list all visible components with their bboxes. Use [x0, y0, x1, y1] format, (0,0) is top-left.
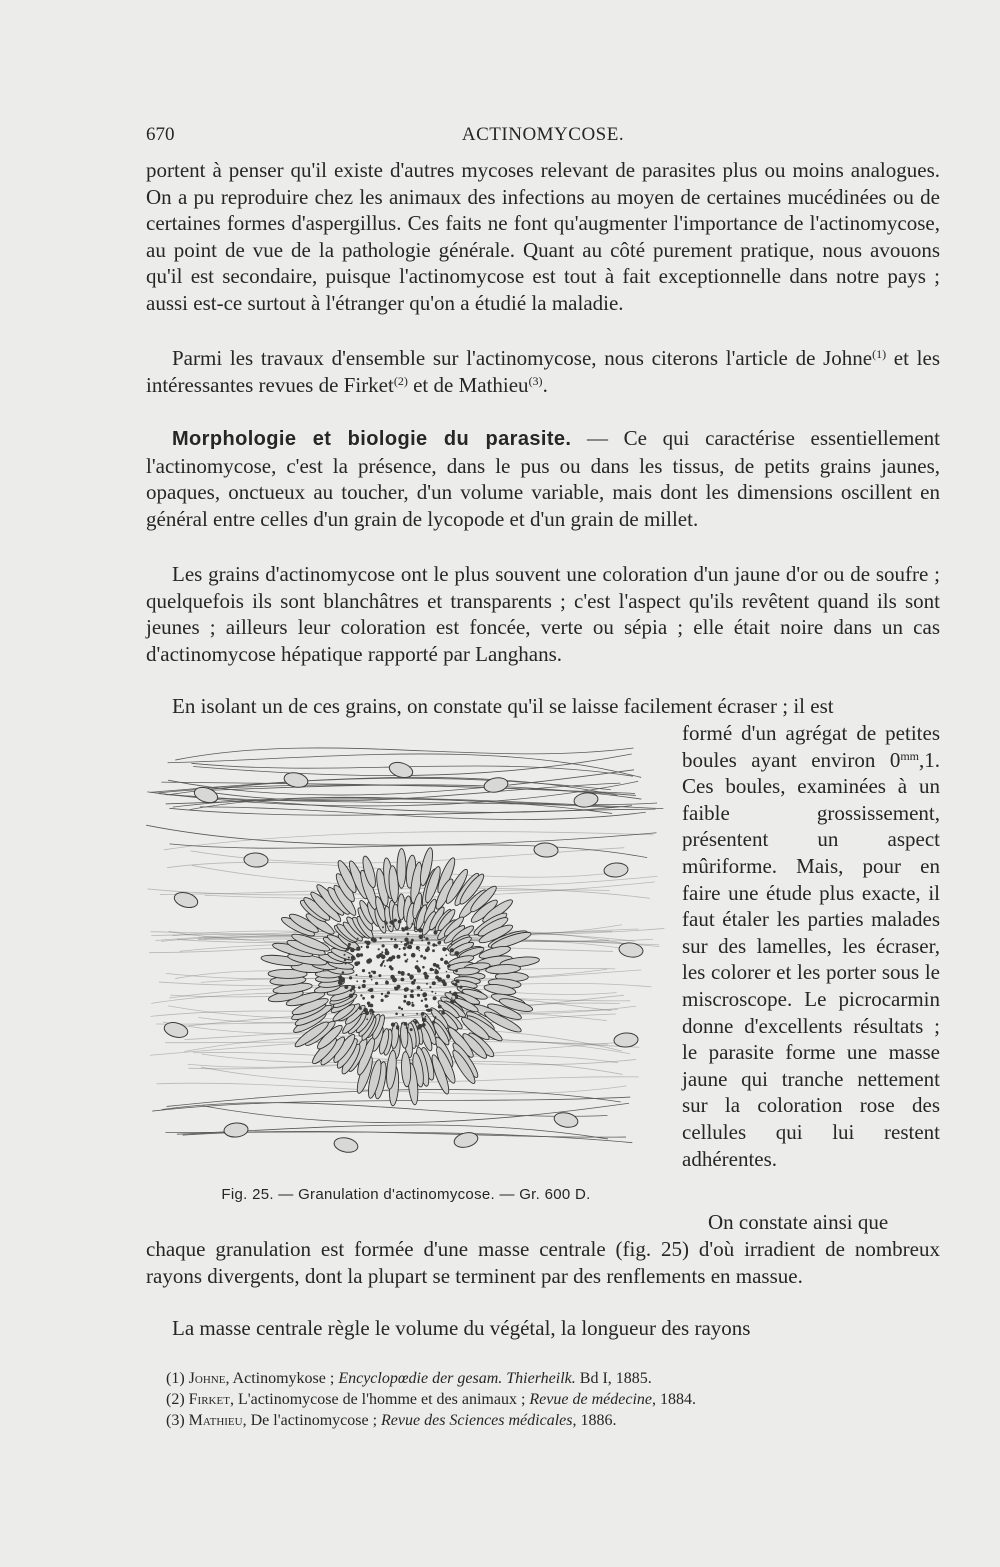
central-mass-dot — [359, 1007, 362, 1010]
central-mass-dot — [379, 937, 381, 939]
central-mass-dot — [351, 956, 355, 960]
central-mass-dot — [438, 967, 440, 969]
central-mass-dot — [432, 981, 436, 985]
central-mass-dot — [370, 1004, 374, 1008]
footnote-tail: , 1886. — [572, 1412, 617, 1429]
central-mass-dot — [407, 933, 410, 936]
central-mass-dot — [385, 921, 388, 924]
central-mass-dot — [387, 991, 390, 994]
central-mass-dot — [398, 971, 401, 974]
central-mass-dot — [403, 1000, 406, 1003]
central-mass-dot — [375, 982, 378, 985]
footnote-mark: (2) — [166, 1391, 185, 1408]
paragraph-2-text-b: et les intéressantes revues de Firket — [146, 346, 940, 397]
central-mass-dot — [370, 1013, 372, 1015]
paragraph-7: La masse centrale règle le volume du végétal, la longueur des rayons — [172, 1316, 751, 1340]
central-mass-dot — [410, 978, 412, 980]
central-mass-dot — [402, 1014, 404, 1016]
central-mass-dot — [411, 923, 413, 925]
page-number: 670 — [146, 124, 175, 145]
central-mass-dot — [435, 1016, 437, 1018]
central-mass-dot — [382, 944, 385, 947]
paragraph-3 — [146, 425, 940, 532]
central-mass-dot — [429, 986, 431, 988]
central-mass-dot — [423, 956, 426, 959]
central-mass-dot — [356, 974, 358, 976]
paragraph-3-text: — Ce qui caractérise essentiellement l'actinomycose, c'est la présence, dans le pus ou dans les tissus, de petits grains jaunes, opaques, onctueux au toucher, d'un volume variable, mais dont les dimensions oscillent en général entre celles d'un grain de lycopode et d'un grain de millet. — [146, 426, 941, 531]
footnotes — [166, 1368, 936, 1431]
tissue-cell — [553, 1111, 579, 1130]
central-mass-dot — [425, 974, 427, 976]
figure-caption-text: — Granulation d'actinomycose. — Gr. 600 D. — [273, 1186, 591, 1203]
central-mass-dot — [358, 986, 361, 989]
tissue-fibre — [175, 971, 616, 995]
granulation-engraving — [146, 740, 666, 1170]
central-mass-dot — [405, 960, 408, 963]
central-mass-dot — [390, 938, 392, 940]
central-mass-dot — [363, 980, 366, 983]
central-mass-dot — [437, 941, 441, 945]
central-mass-dot — [419, 950, 421, 952]
central-mass-dot — [406, 1027, 408, 1029]
central-mass-dot — [427, 975, 429, 977]
central-mass-dot — [450, 948, 454, 952]
central-mass-dot — [342, 977, 345, 980]
paragraph-5-wrap — [682, 720, 940, 1172]
tissue-fibre — [167, 778, 611, 795]
central-mass-dot — [402, 928, 405, 931]
paragraph-4: Les grains d'actinomycose ont le plus souvent une coloration d'un jaune d'or ou de soufre ; quelquefois ils sont blanchâtres et transparents ; c'est l'aspect qu'ils revêtent quand ils sont jeunes ; ailleurs leur coloration est foncée, verte ou sépia ; elle était noire dans un cas d'actinomycose hépatique rapporté par Langhans. — [146, 562, 940, 666]
central-mass-dot — [406, 1001, 411, 1006]
central-mass-dot — [446, 971, 448, 973]
central-mass-dot — [350, 989, 353, 992]
central-mass-dot — [368, 972, 370, 974]
central-mass-dot — [344, 954, 346, 956]
central-mass-dot — [381, 999, 384, 1002]
club-ray — [400, 1022, 408, 1048]
central-mass-dot — [366, 941, 371, 946]
central-mass-dot — [342, 971, 345, 974]
figure-granulation — [146, 740, 666, 1170]
paragraph-1: portent à penser qu'il existe d'autres mycoses relevant de parasites plus ou moins analogues. On a pu reproduire chez les animaux des infections au moyen de certaines mucédinées ou de certaines formes d'aspergillus. Ces faits ne font qu'augmenter l'importance de l'actinomycose, au point de vue de la pathologie générale. Quant au côté purement pratique, nous avouons qu'il est secondaire, puisque l'actinomycose est tout à fait exceptionnelle dans notre pays ; aussi est-ce surtout à l'étranger qu'on a étudié la maladie. — [146, 158, 940, 315]
central-mass-dot — [385, 981, 389, 985]
central-mass-dot — [432, 943, 435, 946]
tissue-fibre — [164, 832, 654, 850]
central-mass-dot — [414, 927, 416, 929]
central-mass-dot — [410, 1028, 413, 1031]
central-mass-dot — [424, 936, 426, 938]
central-mass-dot — [369, 988, 373, 992]
central-mass-dot — [349, 976, 352, 979]
central-mass-dot — [430, 968, 434, 972]
tissue-fibre — [146, 825, 656, 845]
central-mass-dot — [431, 991, 433, 993]
central-mass-dot — [450, 999, 455, 1004]
central-mass-dot — [443, 982, 447, 986]
central-mass-dot — [418, 928, 423, 933]
footnote-source: Revue de médecine — [529, 1391, 652, 1408]
footnote-ref-2[interactable]: (2) — [393, 373, 408, 388]
central-mass-dot — [380, 964, 383, 967]
tissue-cell — [223, 1122, 248, 1138]
central-mass-dot — [395, 987, 399, 991]
central-mass-dot — [348, 943, 351, 946]
central-mass-dot — [422, 1019, 424, 1021]
central-mass-dot — [416, 946, 420, 950]
central-mass-dot — [365, 1011, 369, 1015]
central-mass-dot — [344, 985, 348, 989]
central-mass-dot — [395, 1013, 398, 1016]
central-mass-dot — [361, 946, 363, 948]
central-mass-dot — [455, 995, 458, 998]
central-mass-dot — [357, 961, 360, 964]
central-mass-dot — [444, 960, 448, 964]
central-mass-dot — [435, 993, 437, 995]
central-mass-dot — [384, 995, 387, 998]
central-mass-dot — [362, 984, 366, 988]
paragraph-2-text-c: et de Mathieu — [407, 372, 529, 397]
central-mass-dot — [425, 937, 428, 940]
central-mass-dot — [441, 1011, 445, 1015]
footnote-author: Firket — [188, 1391, 230, 1408]
central-mass-dot — [401, 978, 405, 982]
central-mass-dot — [344, 962, 346, 964]
central-mass-dot — [411, 953, 416, 958]
central-mass-dot — [396, 1027, 399, 1030]
central-mass-dot — [350, 948, 355, 953]
central-mass-dot — [411, 981, 415, 985]
central-mass-dot — [366, 945, 369, 948]
footnote-mark: (1) — [166, 1370, 185, 1387]
central-mass-dot — [424, 998, 427, 1001]
central-mass-dot — [423, 994, 426, 997]
central-mass-dot — [454, 983, 457, 986]
central-mass-dot — [391, 1023, 395, 1027]
central-mass-dot — [362, 969, 365, 972]
central-mass-dot — [366, 959, 371, 964]
footnote-text: , Actinomykose ; — [225, 1370, 339, 1387]
central-mass-dot — [389, 926, 391, 928]
central-mass-dot — [447, 965, 450, 968]
central-mass-dot — [422, 966, 425, 969]
footnote-text: , L'actinomycose de l'homme et des animaux ; — [229, 1391, 530, 1408]
central-mass-dot — [454, 951, 459, 956]
central-mass-dot — [417, 994, 420, 997]
paragraph-6-lead: On constate ainsi que — [708, 1210, 889, 1234]
paragraph-5-text-b: ,1. Ces boules, examinées à un faible grossissement, présentent un aspect mûriforme. Mais, pour en faire une étude plus exacte, il faut étaler les parties malades sur des lamelles, les écraser, les colorer et les porter sous le miscroscope. Le picrocarmin donne d'excellents résultats ; le parasite forme une masse jaune qui tranche nettement sur la coloration rose des cellules qui lui restent adhérentes. — [682, 747, 940, 1171]
central-mass-dot — [398, 920, 402, 924]
tissue-cell — [244, 852, 269, 867]
central-mass-dot — [425, 948, 429, 952]
central-mass-dot — [446, 974, 450, 978]
central-mass-dot — [373, 971, 377, 975]
central-mass-dot — [381, 951, 383, 953]
central-mass-dot — [401, 1023, 403, 1025]
central-mass-dot — [379, 953, 383, 957]
footnote-text: , De l'actinomycose ; — [242, 1412, 382, 1429]
central-mass-dot — [401, 941, 403, 943]
central-mass-dot — [411, 1004, 414, 1007]
tissue-cell — [173, 890, 200, 910]
central-mass-dot — [356, 980, 358, 982]
central-mass-dot — [394, 938, 396, 940]
central-mass-dot — [421, 1000, 423, 1002]
central-mass-dot — [442, 947, 446, 951]
central-mass-dot — [420, 955, 423, 958]
central-mass-dot — [435, 969, 437, 971]
central-mass-dot — [430, 1009, 432, 1011]
central-mass-dot — [394, 919, 397, 922]
footnote-source: Encyclopœdie der gesam. Thierheilk. — [338, 1370, 576, 1387]
central-mass-dot — [407, 959, 409, 961]
central-mass-dot — [384, 965, 386, 967]
central-mass-dot — [451, 943, 453, 945]
central-mass-dot — [397, 955, 401, 959]
central-mass-dot — [416, 1013, 418, 1015]
central-mass-dot — [410, 941, 413, 944]
central-mass-dot — [451, 997, 453, 999]
central-mass-dot — [421, 989, 423, 991]
central-mass-dot — [406, 927, 408, 929]
footnote-2 — [166, 1389, 936, 1410]
central-mass-dot — [449, 991, 451, 993]
running-title: ACTINOMYCOSE. — [461, 124, 625, 145]
footnote-ref-1[interactable]: (1) — [872, 347, 887, 361]
central-mass-dot — [389, 965, 392, 968]
central-mass-dot — [438, 1005, 442, 1009]
central-mass-dot — [432, 949, 435, 952]
tissue-cell — [534, 842, 559, 857]
central-mass-dot — [378, 948, 380, 950]
central-mass-dot — [356, 1010, 358, 1012]
central-mass-dot — [382, 926, 384, 928]
central-mass-dot — [452, 983, 454, 985]
central-mass-dot — [426, 1005, 428, 1007]
central-mass-dot — [417, 969, 421, 973]
central-mass-dot — [349, 994, 353, 998]
central-mass-dot — [401, 972, 404, 975]
central-mass-dot — [404, 953, 407, 956]
footnote-ref-3[interactable]: (3) — [528, 373, 543, 388]
central-mass-dot — [360, 994, 362, 996]
footnote-1 — [166, 1368, 936, 1389]
central-mass-dot — [385, 948, 388, 951]
footnote-author: Johne — [188, 1370, 226, 1387]
central-mass-dot — [459, 986, 462, 989]
central-mass-dot — [403, 947, 406, 950]
central-mass-dot — [435, 944, 437, 946]
central-mass-dot — [366, 1018, 368, 1020]
tissue-cell — [573, 791, 599, 808]
central-mass-dot — [426, 983, 428, 985]
central-mass-dot — [372, 1011, 375, 1014]
footnote-author: Mathieu — [188, 1412, 243, 1429]
central-mass-dot — [390, 920, 394, 924]
section-heading: Morphologie et biologie du parasite. — [172, 428, 572, 450]
central-mass-dot — [421, 1012, 425, 1016]
central-mass-dot — [445, 954, 447, 956]
central-mass-dot — [432, 1020, 435, 1023]
central-mass-dot — [417, 1026, 421, 1030]
central-mass-dot — [356, 953, 360, 957]
footnote-tail: Bd I, 1885. — [575, 1370, 652, 1387]
central-mass-dot — [404, 988, 408, 992]
central-mass-dot — [410, 994, 414, 998]
central-mass-dot — [351, 985, 355, 989]
central-mass-dot — [410, 990, 413, 993]
footnote-source: Revue des Sciences médicales — [381, 1412, 573, 1429]
running-header — [146, 124, 940, 150]
central-mass-dot — [371, 979, 373, 981]
central-mass-dot — [381, 993, 383, 995]
figure-caption — [146, 1186, 666, 1204]
central-mass-dot — [434, 970, 439, 975]
footnote-mark: (3) — [166, 1412, 185, 1429]
tissue-fibre — [150, 777, 617, 795]
central-mass-dot — [422, 1023, 426, 1027]
central-mass-dot — [427, 942, 430, 945]
tissue-cell — [614, 1032, 639, 1047]
central-mass-dot — [421, 939, 423, 941]
central-mass-dot — [417, 986, 421, 990]
central-mass-dot — [406, 941, 410, 945]
paragraph-6: chaque granulation est formée d'une masse centrale (fig. 25) d'où irradient de nombreux rayons divergents, dont la plupart se terminent par des renflements en massue. — [146, 1237, 940, 1288]
tissue-cell — [333, 1136, 359, 1155]
central-mass-dot — [401, 1008, 403, 1010]
central-mass-dot — [406, 1023, 408, 1025]
tissue-cell — [483, 776, 509, 794]
central-mass-dot — [440, 958, 443, 961]
tissue-fibre — [164, 794, 632, 812]
central-mass-dot — [455, 979, 459, 983]
central-mass-dot — [425, 1016, 427, 1018]
central-mass-dot — [372, 938, 377, 943]
central-mass-dot — [344, 959, 346, 961]
central-mass-dot — [404, 995, 407, 998]
central-mass-dot — [398, 1006, 401, 1009]
club-ray — [397, 849, 406, 889]
central-mass-dot — [371, 995, 375, 999]
central-mass-dot — [399, 948, 401, 950]
central-mass-dot — [433, 996, 437, 1000]
central-mass-dot — [415, 965, 419, 969]
central-mass-dot — [433, 930, 437, 934]
paragraph-5-lead: En isolant un de ces grains, on constate qu'il se laisse facilement écraser ; il est — [172, 694, 834, 718]
central-mass-dot — [348, 957, 350, 959]
central-mass-dot — [406, 947, 408, 949]
central-mass-dot — [394, 944, 399, 949]
central-mass-dot — [362, 997, 365, 1000]
central-mass-dot — [437, 977, 442, 982]
tissue-cell — [603, 862, 628, 878]
central-mass-dot — [388, 957, 393, 962]
central-mass-dot — [378, 974, 381, 977]
central-mass-dot — [369, 975, 372, 978]
footnote-3 — [166, 1410, 936, 1431]
paragraph-2-text-d: . — [542, 372, 548, 397]
central-mass-dot — [414, 1020, 418, 1024]
footnote-tail: , 1884. — [652, 1391, 696, 1408]
central-mass-dot — [419, 935, 424, 940]
tissue-fibre — [200, 807, 646, 820]
central-mass-dot — [356, 947, 359, 950]
central-mass-dot — [436, 964, 440, 968]
central-mass-dot — [416, 960, 418, 962]
central-mass-dot — [357, 938, 359, 940]
paragraph-2-text-a: Parmi les travaux d'ensemble sur l'actinomycose, nous citerons l'article de Johne — [172, 346, 873, 370]
unit-mm: mm — [900, 748, 919, 763]
central-mass-dot — [392, 978, 397, 983]
paragraph-5-text-a: formé d'un agrégat de petites boules ayant environ 0 — [682, 721, 940, 772]
figure-label: Fig. 25. — [221, 1186, 274, 1203]
paragraph-2 — [146, 345, 940, 398]
central-mass-dot — [411, 1002, 413, 1004]
central-mass-dot — [455, 970, 458, 973]
central-mass-dot — [346, 948, 349, 951]
